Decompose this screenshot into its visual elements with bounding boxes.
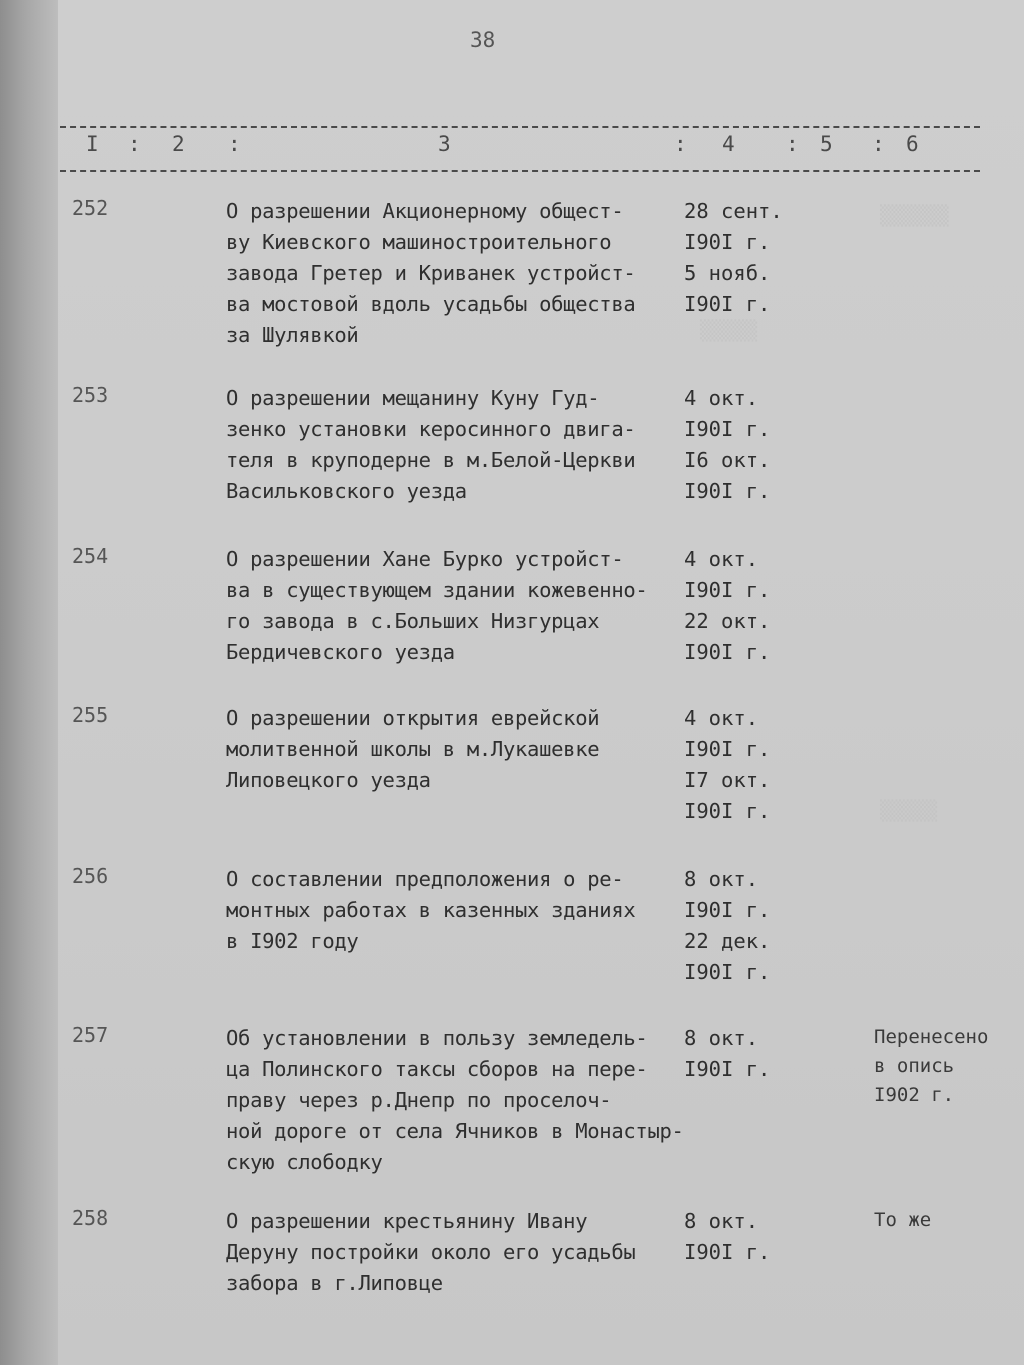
column-header-4: 4	[722, 132, 735, 156]
column-header-2: 2	[172, 132, 185, 156]
entry-title: О разрешении открытия еврейской молитвенной школы в м.Лукашевке Липовецкого уезда	[226, 706, 600, 792]
column-separator: :	[872, 132, 885, 156]
entry-title: Об установлении в пользу земледель- ца Полинского таксы сборов на пере- праву через р.Днепр по проселоч- ной дороге от села Ячников в Монастыр- скую слободку	[226, 1026, 684, 1174]
entry-number: 256	[72, 864, 109, 888]
entry-title: О разрешении Хане Бурко устройст- ва в существующем здании кожевенно- го завода в с.Больших Низгурцах Бердичевского уезда	[226, 547, 648, 664]
column-separator: :	[674, 132, 687, 156]
entry-number: 253	[72, 383, 109, 407]
entry-dates: 8 окт. I90I г.	[684, 1209, 771, 1264]
column-separator: :	[228, 132, 241, 156]
entry-number: 254	[72, 544, 109, 568]
entry-note: Перенесено в опись I902 г.	[874, 1026, 989, 1106]
entry-dates: 28 сент. I90I г. 5 нояб. I90I г.	[684, 199, 783, 316]
entry-title: О разрешении крестьянину Ивану Деруну постройки около его усадьбы забора в г.Липовце	[226, 1209, 636, 1295]
entry-dates: 4 окт. I90I г. I6 окт. I90I г.	[684, 386, 771, 503]
entry-number: 252	[72, 196, 109, 220]
entry-number: 257	[72, 1023, 109, 1047]
table-header-top-rule	[60, 126, 980, 128]
bleed-through-mark: ▒▒▒▒▒▒	[880, 205, 949, 227]
entry-dates: 4 окт. I90I г. I7 окт. I90I г.	[684, 706, 771, 823]
column-header-6: 6	[906, 132, 919, 156]
entry-note: То же	[874, 1209, 932, 1231]
table-header-bottom-rule	[60, 170, 980, 172]
bleed-through-mark: ▒▒▒▒▒	[700, 320, 758, 342]
bleed-through-mark: ▒▒▒▒▒	[880, 800, 938, 822]
column-header-5: 5	[820, 132, 833, 156]
column-separator: :	[128, 132, 141, 156]
entry-number: 255	[72, 703, 109, 727]
entry-title: О разрешении Акционерному общест- ву Киевского машиностроительного завода Гретер и Криванек устройст- ва мостовой вдоль усадьбы общества за Шулявкой	[226, 199, 636, 347]
page-number: 38	[470, 28, 496, 52]
entry-dates: 8 окт. I90I г.	[684, 1026, 771, 1081]
entry-dates: 4 окт. I90I г. 22 окт. I90I г.	[684, 547, 771, 664]
column-header-1: I	[86, 132, 99, 156]
entry-title: О разрешении мещанину Куну Гуд- зенко установки керосинного двига- теля в круподерне в м.Белой-Церкви Васильковского уезда	[226, 386, 636, 503]
entry-number: 258	[72, 1206, 109, 1230]
book-spine-shadow	[0, 0, 60, 1365]
column-header-3: 3	[438, 132, 451, 156]
entry-dates: 8 окт. I90I г. 22 дек. I90I г.	[684, 867, 771, 984]
entry-title: О составлении предположения о ре- монтных работах в казенных зданиях в I902 году	[226, 867, 636, 953]
column-separator: :	[786, 132, 799, 156]
